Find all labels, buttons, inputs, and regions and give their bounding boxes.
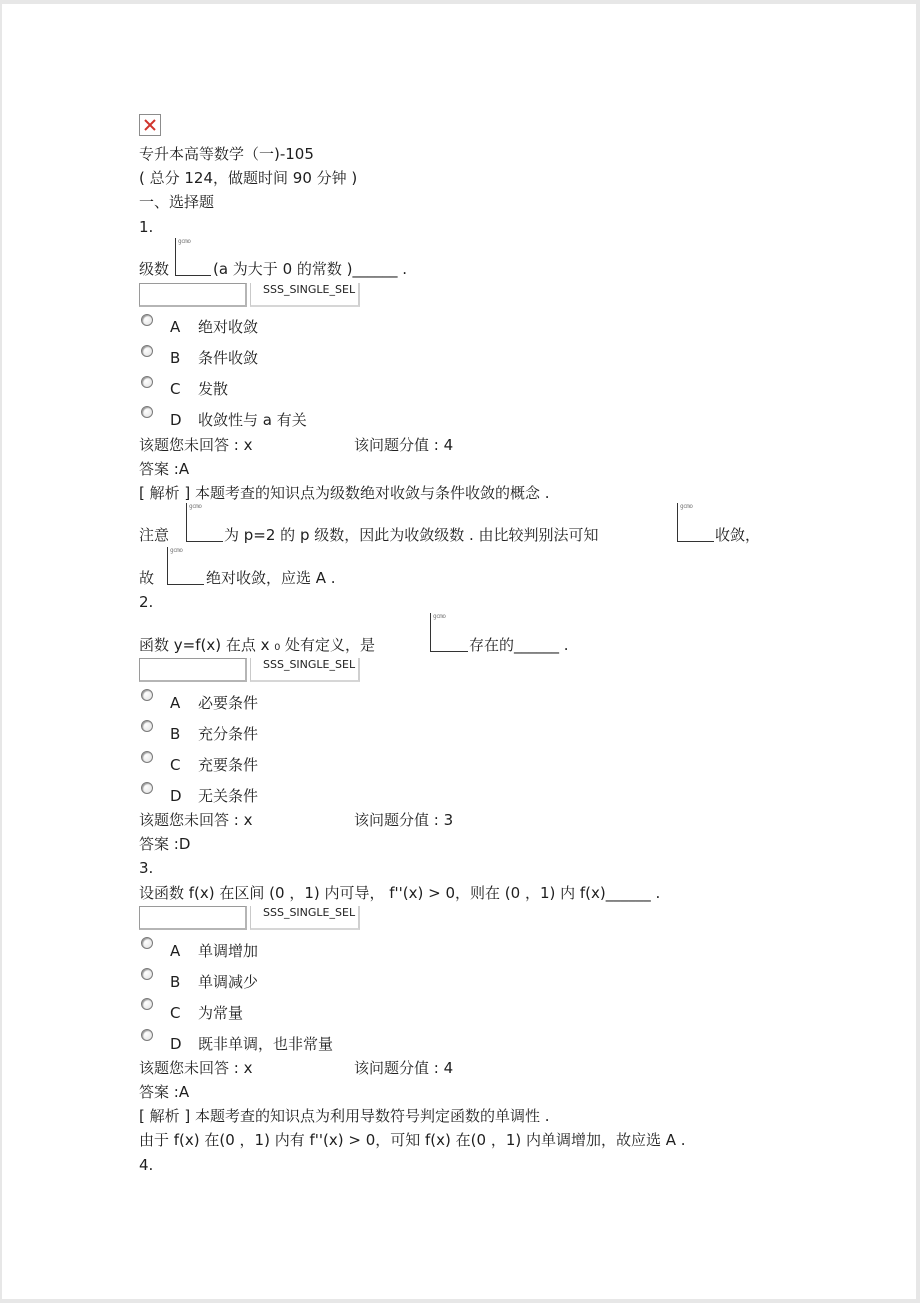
option-a-radio[interactable] [141, 314, 153, 326]
answer-input[interactable] [139, 658, 247, 682]
option-a-text: 单调增加 [198, 942, 259, 960]
correct-answer: 答案 :A [139, 460, 190, 478]
option-c-letter: C [170, 380, 181, 398]
question-stem-post: (a 为大于 0 的常数 )______ . [213, 260, 408, 278]
option-a-letter: A [170, 942, 181, 960]
answer-type-label: SSS_SINGLE_SEL [250, 658, 360, 682]
answer-type-label: SSS_SINGLE_SEL [250, 906, 360, 930]
question-number: 2. [139, 593, 154, 611]
option-b-radio[interactable] [141, 345, 153, 357]
question-stem-pre: 级数 [139, 260, 170, 278]
option-d-text: 收敛性与 a 有关 [198, 411, 307, 429]
question-stem-post: 存在的______ . [469, 636, 569, 654]
answer-status: 该题您未回答 : x [139, 1059, 253, 1077]
question-stem: 设函数 f(x) 在区间 (0 ，1) 内可导， f''(x) > 0，则在 (0 ，1) 内 f(x)______ . [139, 884, 661, 902]
option-d-text: 无关条件 [198, 787, 259, 805]
formula-image: gcmo [430, 613, 468, 652]
broken-image-icon [139, 114, 161, 136]
option-c-letter: C [170, 756, 181, 774]
option-b-letter: B [170, 349, 181, 367]
doc-title: 专升本高等数学（一)-105 [139, 145, 314, 163]
option-b-letter: B [170, 973, 181, 991]
note-text-pre: 注意 [139, 526, 170, 544]
question-score: 该问题分值 : 3 [354, 811, 454, 829]
question-number: 4. [139, 1156, 154, 1174]
answer-status: 该题您未回答 : x [139, 436, 253, 454]
option-c-radio[interactable] [141, 751, 153, 763]
option-c-letter: C [170, 1004, 181, 1022]
option-b-radio[interactable] [141, 968, 153, 980]
option-c-text: 充要条件 [198, 756, 259, 774]
option-d-radio[interactable] [141, 406, 153, 418]
option-b-radio[interactable] [141, 720, 153, 732]
formula-image: gcmo [175, 238, 211, 276]
question-stem-pre: 函数 y=f(x) 在点 x ₀ 处有定义，是 [139, 636, 376, 654]
option-a-radio[interactable] [141, 937, 153, 949]
answer-status: 该题您未回答 : x [139, 811, 253, 829]
conclusion-text-pre: 故 [139, 569, 155, 587]
option-c-text: 发散 [198, 380, 229, 398]
correct-answer: 答案 :D [139, 835, 191, 853]
option-d-radio[interactable] [141, 782, 153, 794]
answer-type-label: SSS_SINGLE_SEL [250, 283, 360, 307]
question-score: 该问题分值 : 4 [354, 436, 454, 454]
option-c-radio[interactable] [141, 998, 153, 1010]
option-d-radio[interactable] [141, 1029, 153, 1041]
note-text-mid: 为 p=2 的 p 级数，因此为收敛级数 . 由比较判别法可知 [224, 526, 599, 544]
doc-meta: ( 总分 124，做题时间 90 分钟 ) [139, 169, 358, 187]
analysis-text: [ 解析 ] 本题考查的知识点为利用导数符号判定函数的单调性 . [139, 1107, 550, 1125]
reasoning-text: 由于 f(x) 在(0 ，1) 内有 f''(x) > 0，可知 f(x) 在(0 ，1) 内单调增加，故应选 A . [139, 1131, 686, 1149]
option-a-text: 绝对收敛 [198, 318, 259, 336]
option-b-letter: B [170, 725, 181, 743]
option-d-text: 既非单调，也非常量 [198, 1035, 334, 1053]
formula-image: gcmo [186, 503, 223, 542]
conclusion-text-post: 绝对收敛，应选 A . [206, 569, 336, 587]
option-a-radio[interactable] [141, 689, 153, 701]
option-b-text: 单调减少 [198, 973, 259, 991]
option-a-letter: A [170, 318, 181, 336]
option-a-text: 必要条件 [198, 694, 259, 712]
formula-image: gcmo [677, 503, 714, 542]
option-c-radio[interactable] [141, 376, 153, 388]
question-score: 该问题分值 : 4 [354, 1059, 454, 1077]
question-number: 3. [139, 859, 154, 877]
formula-image: gcmo [167, 547, 204, 585]
section-heading: 一、选择题 [139, 193, 215, 211]
option-d-letter: D [170, 1035, 182, 1053]
option-c-text: 为常量 [198, 1004, 244, 1022]
option-d-letter: D [170, 411, 182, 429]
analysis-text: [ 解析 ] 本题考查的知识点为级数绝对收敛与条件收敛的概念 . [139, 484, 550, 502]
option-d-letter: D [170, 787, 182, 805]
answer-input[interactable] [139, 283, 247, 307]
note-text-post: 收敛， [715, 526, 761, 544]
option-b-text: 充分条件 [198, 725, 259, 743]
correct-answer: 答案 :A [139, 1083, 190, 1101]
option-a-letter: A [170, 694, 181, 712]
option-b-text: 条件收敛 [198, 349, 259, 367]
question-number: 1. [139, 218, 154, 236]
answer-input[interactable] [139, 906, 247, 930]
